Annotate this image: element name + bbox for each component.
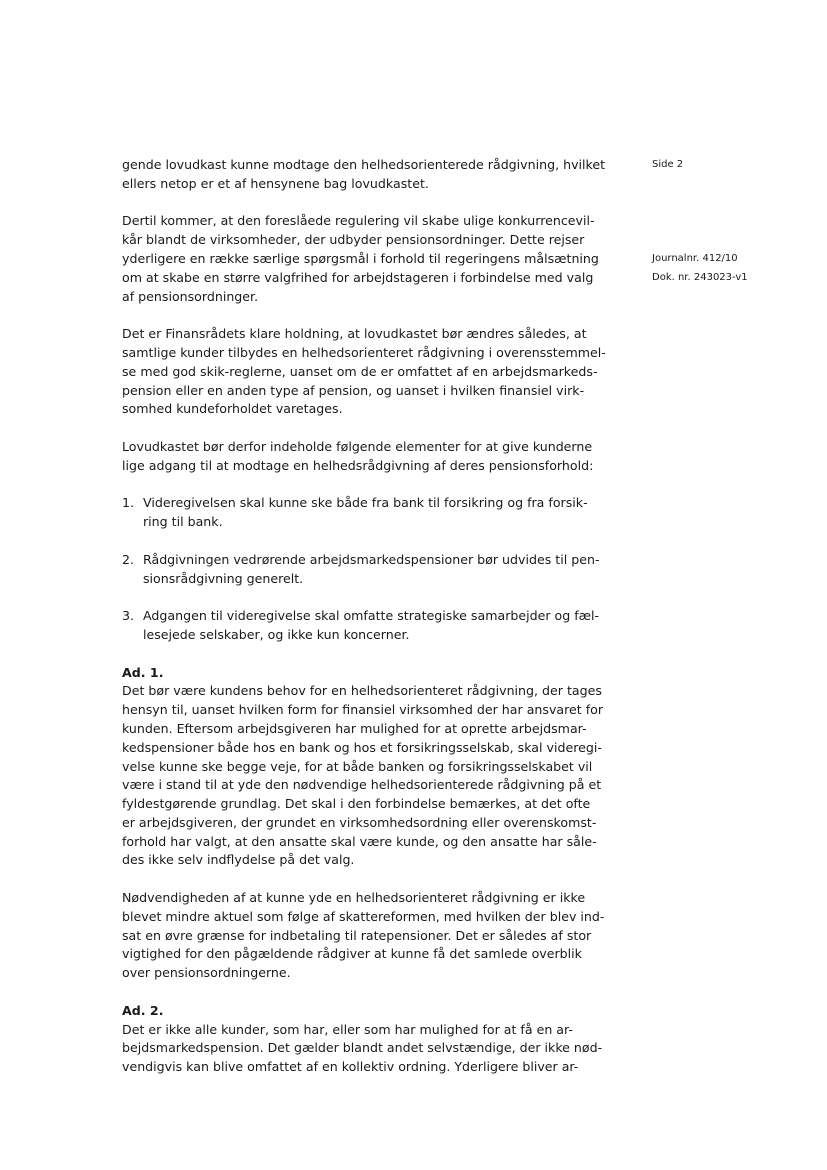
text-line: er arbejdsgiveren, der grundet en virksomhedsordning eller overenskomst-	[122, 814, 597, 830]
list-text	[143, 494, 614, 532]
list-number: 1.	[122, 495, 135, 511]
sidebar-page-block	[652, 156, 683, 175]
text-line: over pensionsordningerne.	[122, 965, 291, 981]
text-line: samtlige kunder tilbydes en helhedsorienteret rådgivning i overensstemmel-	[122, 344, 606, 360]
text-line: lige adgang til at modtage en helhedsrådgivning af deres pensionsforhold:	[122, 457, 594, 473]
text-line: kunden. Eftersom arbejdsgiveren har mulighed for at oprette arbejdsmar-	[122, 720, 587, 736]
document-number: Dok. nr. 243023-v1	[652, 271, 748, 283]
text-line: bejdsmarkedspension. Det gælder blandt andet selvstændige, der ikke nød-	[122, 1040, 603, 1056]
paragraph-position	[122, 325, 614, 419]
list-text	[143, 607, 614, 645]
text-line: kår blandt de virksomheder, der udbyder pensionsordninger. Dette rejser	[122, 232, 585, 248]
journal-number: Journalnr. 412/10	[652, 253, 738, 264]
text-line: Nødvendigheden af at kunne yde en helhedsorienteret rådgivning er ikke	[122, 890, 586, 906]
paragraph-ad1-first	[122, 682, 614, 870]
text-line: fyldestgørende grundlag. Det skal i den forbindelse bemærkes, at det ofte	[122, 796, 591, 812]
paragraph-intro	[122, 156, 614, 194]
list-item	[122, 494, 614, 532]
text-line: pension eller en anden type af pension, og uanset i hvilken finansiel virk-	[122, 382, 585, 398]
text-line: Adgangen til videregivelse skal omfatte strategiske samarbejder og fæl-	[143, 608, 600, 624]
paragraph-ad2-first	[122, 1021, 614, 1077]
text-line: yderligere en række særlige spørgsmål i forhold til regeringens målsætning	[122, 250, 599, 266]
sidebar-reference-block	[652, 250, 748, 287]
text-line: Det er Finansrådets klare holdning, at lovudkastet bør ændres således, at	[122, 326, 587, 342]
list-number: 2.	[122, 551, 135, 567]
paragraph-elements-intro	[122, 438, 614, 476]
text-line: Videregivelsen skal kunne ske både fra bank til forsikring og fra forsik-	[143, 495, 588, 511]
text-line: ellers netop er et af hensynene bag lovudkastet.	[122, 175, 429, 191]
text-line: Rådgivningen vedrørende arbejdsmarkedspensioner bør udvides til pen-	[143, 551, 600, 567]
paragraph-competition	[122, 212, 614, 306]
text-line: hensyn til, uanset hvilken form for finansiel virksomhed der har ansvaret for	[122, 702, 604, 718]
text-line: sionsrådgivning generelt.	[143, 570, 304, 586]
text-line: Dertil kommer, at den foreslåede regulering vil skabe ulige konkurrencevil-	[122, 213, 595, 229]
text-line: lesejede selskaber, og ikke kun koncerner.	[143, 626, 410, 642]
text-line: om at skabe en større valgfrihed for arbejdstageren i forbindelse med valg	[122, 269, 594, 285]
text-line: Det bør være kundens behov for en helhedsorienteret rådgivning, der tages	[122, 683, 602, 699]
text-line: somhed kundeforholdet varetages.	[122, 401, 343, 417]
text-line: ring til bank.	[143, 514, 223, 530]
text-line: Det er ikke alle kunder, som har, eller som har mulighed for at få en ar-	[122, 1021, 573, 1037]
text-line: af pensionsordninger.	[122, 288, 259, 304]
text-line: være i stand til at yde den nødvendige helhedsorienterede rådgivning på et	[122, 777, 602, 793]
text-line: vigtighed for den pågældende rådgiver at kunne få det samlede overblik	[122, 946, 582, 962]
text-line: forhold har valgt, at den ansatte skal være kunde, og den ansatte har såle-	[122, 833, 597, 849]
text-line: vendigvis kan blive omfattet af en kollektiv ordning. Yderligere bliver ar-	[122, 1059, 579, 1075]
page-number-label: Side 2	[652, 159, 684, 170]
text-line: kedspensioner både hos en bank og hos et forsikringsselskab, skal videregi-	[122, 739, 602, 755]
section-heading-ad2: Ad. 2.	[122, 1002, 164, 1018]
text-line: se med god skik-reglerne, uanset om de er omfattet af en arbejdsmarkeds-	[122, 363, 598, 379]
section-heading-ad1: Ad. 1.	[122, 664, 164, 680]
document-body	[122, 156, 614, 1096]
text-line: sat en øvre grænse for indbetaling til ratepensioner. Det er således af stor	[122, 927, 592, 943]
text-line: des ikke selv indflydelse på det valg.	[122, 852, 355, 868]
paragraph-ad1-second	[122, 889, 614, 983]
text-line: Lovudkastet bør derfor indeholde følgende elementer for at give kunderne	[122, 438, 593, 454]
text-line: blevet mindre aktuel som følge af skattereformen, med hvilken der blev ind-	[122, 908, 605, 924]
list-text	[143, 551, 614, 589]
list-number: 3.	[122, 608, 135, 624]
list-item	[122, 551, 614, 589]
text-line: gende lovudkast kunne modtage den helhedsorienterede rådgivning, hvilket	[122, 157, 606, 172]
text-line: velse kunne ske begge veje, for at både banken og forsikringsselskabet vil	[122, 758, 593, 774]
list-item	[122, 607, 614, 645]
